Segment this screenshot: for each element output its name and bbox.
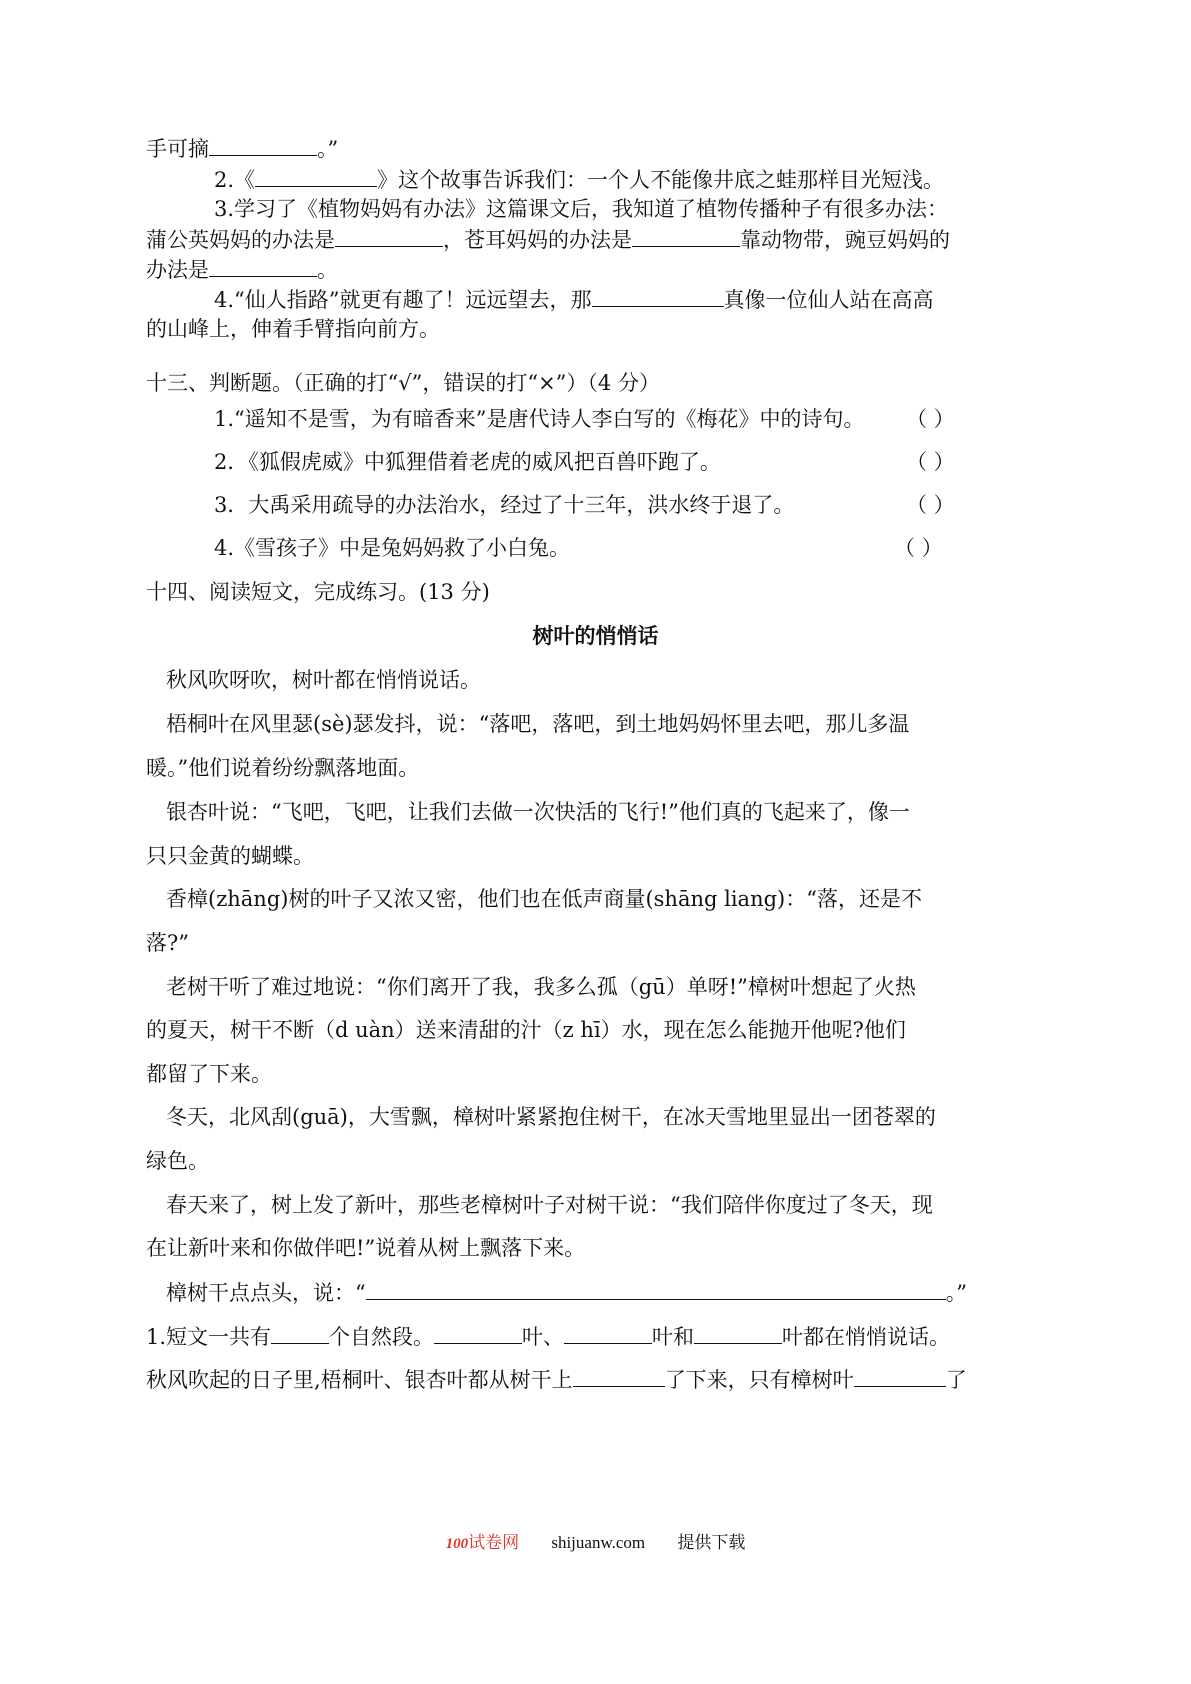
judge-item-1: 1.“遥知不是雪，为有暗香来”是唐代诗人李白写的《梅花》中的诗句。 (214, 407, 865, 431)
answer-paren[interactable]: （ ） (906, 493, 955, 517)
answer-blank[interactable] (694, 1321, 782, 1344)
answer-blank[interactable] (573, 1364, 665, 1387)
answer-blank[interactable] (564, 1321, 652, 1344)
text: 叶和 (652, 1325, 695, 1349)
passage-p4b: 落?” (146, 931, 189, 955)
text: 1.短文一共有 (146, 1325, 272, 1349)
passage-p3b: 只只金黄的蝴蝶。 (146, 844, 314, 868)
question-4-line1 (214, 284, 1114, 315)
question-3-line2 (146, 224, 1046, 255)
judge-item-4: 4.《雪孩子》中是兔妈妈救了小白兔。 (214, 536, 571, 560)
answer-blank[interactable] (209, 133, 317, 156)
text: 真像一位仙人站在高高 (723, 288, 934, 312)
answer-paren[interactable]: （ ） (906, 450, 955, 474)
line-fill-blank-cont (146, 133, 1046, 164)
site-logo-text: 试卷网 (468, 1533, 520, 1552)
passage-title: 树叶的悄悄话 (532, 624, 659, 648)
exercise-1-line2 (146, 1364, 1046, 1395)
text: 了下来，只有樟树叶 (664, 1368, 854, 1392)
answer-blank[interactable] (632, 224, 740, 247)
text: 个自然段。 (329, 1325, 435, 1349)
text: 2.《 (214, 168, 256, 192)
footer-note: 提供下载 (677, 1533, 746, 1552)
text: ，苍耳妈妈的办法是 (443, 228, 632, 252)
answer-paren[interactable]: （ ） (906, 407, 955, 431)
passage-p7a: 春天来了，树上发了新叶，那些老樟树叶子对树干说：“我们陪伴你度过了冬天，现 (166, 1193, 933, 1217)
section-13-heading: 十三、判断题。（正确的打“√”，错误的打“×”）（4 分） (146, 371, 660, 395)
passage-p4a: 香樟(zhāng)树的叶子又浓又密，他们也在低声商量(shāng liang)：“落，还是不 (166, 887, 922, 911)
page-footer (0, 1528, 1191, 1553)
passage-p2a: 梧桐叶在风里瑟(sè)瑟发抖，说：“落吧，落吧，到土地妈妈怀里去吧，那儿多温 (166, 712, 910, 736)
passage-p5c: 都留了下来。 (146, 1062, 272, 1086)
question-4-line2: 的山峰上，伸着手臂指向前方。 (146, 317, 440, 341)
text: 4.“仙人指路”就更有趣了！远远望去，那 (214, 288, 592, 312)
text: 。 (317, 258, 338, 282)
text: 樟树干点点头，说：“ (166, 1281, 366, 1305)
text: 。” (317, 137, 339, 161)
answer-blank[interactable] (366, 1277, 946, 1300)
judge-item-3: 3．大禹采用疏导的办法治水，经过了十三年，洪水终于退了。 (214, 493, 795, 517)
text: 叶都在悄悄说话。 (782, 1325, 951, 1349)
text: 叶、 (522, 1325, 565, 1349)
judge-item-2: 2．《狐假虎威》中狐狸借着老虎的威风把百兽吓跑了。 (214, 450, 721, 474)
passage-p2b: 暖。”他们说着纷纷飘落地面。 (146, 756, 420, 780)
site-logo-icon: 100 (445, 1536, 469, 1552)
text: 。” (945, 1281, 967, 1305)
answer-blank[interactable] (255, 164, 377, 187)
answer-blank[interactable] (434, 1321, 522, 1344)
passage-p1: 秋风吹呀吹，树叶都在悄悄说话。 (166, 668, 481, 692)
answer-blank[interactable] (209, 254, 317, 277)
text: 办法是 (146, 258, 209, 282)
answer-blank[interactable] (592, 284, 724, 307)
passage-p3a: 银杏叶说：“飞吧，飞吧，让我们去做一次快活的飞行!”他们真的飞起来了，像一 (166, 800, 910, 824)
text: 手可摘 (146, 137, 209, 161)
site-url[interactable]: shijuanw.com (551, 1533, 646, 1552)
text: 靠动物带，豌豆妈妈的 (740, 228, 950, 252)
answer-paren[interactable]: （ ） (894, 536, 943, 560)
passage-p5b: 的夏天，树干不断（d uàn）送来清甜的汁（z hī）水，现在怎么能抛开他呢?他们 (146, 1018, 906, 1042)
text: 了 (945, 1368, 967, 1392)
answer-blank[interactable] (271, 1321, 329, 1344)
answer-blank[interactable] (854, 1364, 946, 1387)
passage-p6b: 绿色。 (146, 1149, 209, 1173)
text: 》这个故事告诉我们：一个人不能像井底之蛙那样目光短浅。 (377, 168, 945, 192)
text: 秋风吹起的日子里,梧桐叶、银杏叶都从树干上 (146, 1368, 573, 1392)
section-14-heading: 十四、阅读短文，完成练习。(13 分) (146, 580, 490, 604)
passage-p5a: 老树干听了难过地说：“你们离开了我，我多么孤（gū）单呀!”樟树叶想起了火热 (166, 975, 916, 999)
answer-blank[interactable] (335, 224, 443, 247)
passage-p6a: 冬天，北风刮(guā)，大雪飘，樟树叶紧紧抱住树干，在冰天雪地里显出一团苍翠的 (166, 1105, 936, 1129)
exercise-1-line1 (146, 1321, 1046, 1352)
question-3-line3 (146, 254, 1046, 285)
text: 蒲公英妈妈的办法是 (146, 228, 335, 252)
passage-p8 (166, 1277, 1066, 1308)
passage-p7b: 在让新叶来和你做伴吧!”说着从树上飘落下来。 (146, 1236, 586, 1260)
question-3-line1: 3.学习了《植物妈妈有办法》这篇课文后，我知道了植物传播种子有很多办法： (214, 197, 949, 221)
question-2 (214, 164, 1114, 195)
